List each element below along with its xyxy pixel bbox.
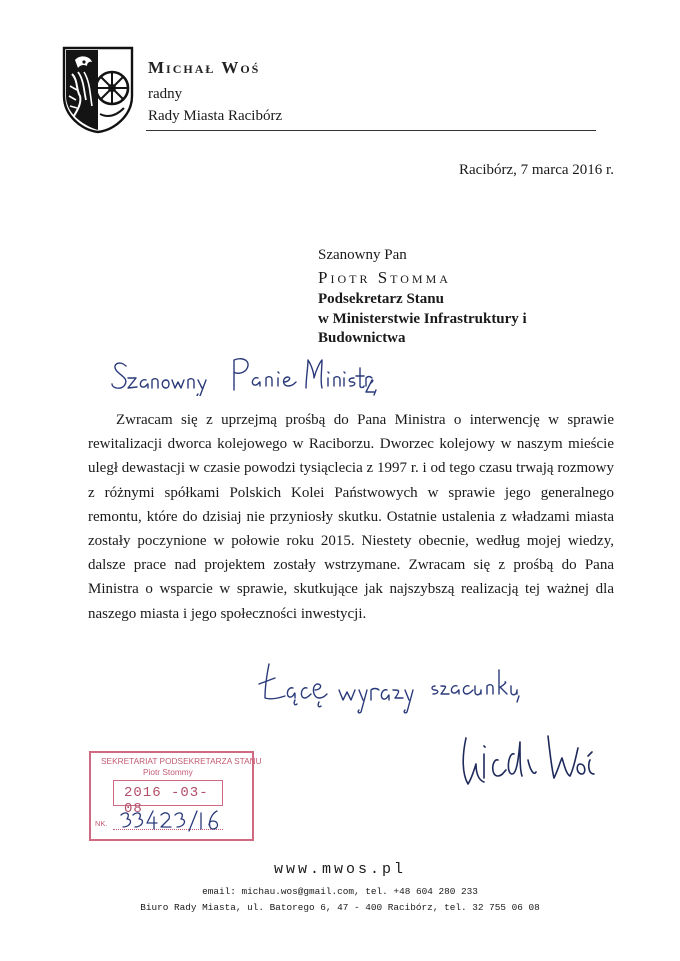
stamp-nk-label: NK. — [95, 819, 108, 828]
sender-council: Rady Miasta Racibórz — [148, 108, 283, 124]
footer-address: Biuro Rady Miasta, ul. Batorego 6, 47 - 400 Racibórz, tel. 32 755 06 08 — [140, 902, 540, 913]
sender-role: radny — [148, 86, 183, 102]
addressee-title — [318, 290, 638, 349]
footer-contact: email: michau.wos@gmail.com, tel. +48 604 280 233 — [202, 886, 478, 897]
stamp-handwritten-number — [119, 809, 225, 833]
stamp-person: Piotr Stommy — [143, 767, 193, 777]
addressee-title-line2: w Ministerstwie Infrastruktury i — [318, 310, 527, 327]
header-divider — [146, 130, 596, 131]
addressee-salutation: Szanowny Pan — [318, 247, 407, 263]
footer-website: www.mwos.pl — [273, 861, 407, 878]
handwritten-closing — [255, 660, 520, 716]
addressee-name: Piotr Stomma — [318, 268, 451, 287]
stamp-date: 2016 -03- 08 — [124, 785, 209, 817]
letter-body — [88, 408, 614, 626]
sender-name: Michał Woś — [148, 58, 261, 77]
addressee-title-line3: Budownictwa — [318, 330, 406, 346]
addressee-title-line1: Podsekretarz Stanu — [318, 291, 444, 307]
stamp-office: SEKRETARIAT PODSEKRETARZA STANU — [101, 756, 262, 766]
handwritten-greeting — [108, 352, 378, 396]
stamp-date-box — [113, 780, 223, 817]
letter-date: Racibórz, 7 marca 2016 r. — [459, 162, 614, 178]
registry-stamp — [89, 751, 262, 841]
handwritten-signature — [458, 730, 598, 792]
raciborz-eagle-wheel-crest-icon — [62, 46, 134, 134]
body-paragraph: Zwracam się z uprzejmą prośbą do Pana Ministra o interwencję w sprawie rewitalizacji dworca kolejowego w Raciborzu. Dworzec kolejowy w naszym mieście uległ dewastacji w czasie powodzi tysiąclecia z 1997 r. i od tego czasu trwają rozmowy z różnymi spółkami Polskich Kolei Państwowych w sprawie jego generalnego remontu, które do dzisiaj nie przyniosły skutku. Ostatnie ustalenia z władzami miasta zostały poczynione w połowie roku 2015. Niestety obecnie, według mojej wiedzy, dalsze prace nad projektem zostały wstrzymane. Zwracam się z prośbą do Pana Ministra o wsparcie w sprawie, skutkujące jak najszybszą realizacją tej ważnej dla naszego miasta i jego społeczności inwestycji. — [88, 412, 614, 622]
